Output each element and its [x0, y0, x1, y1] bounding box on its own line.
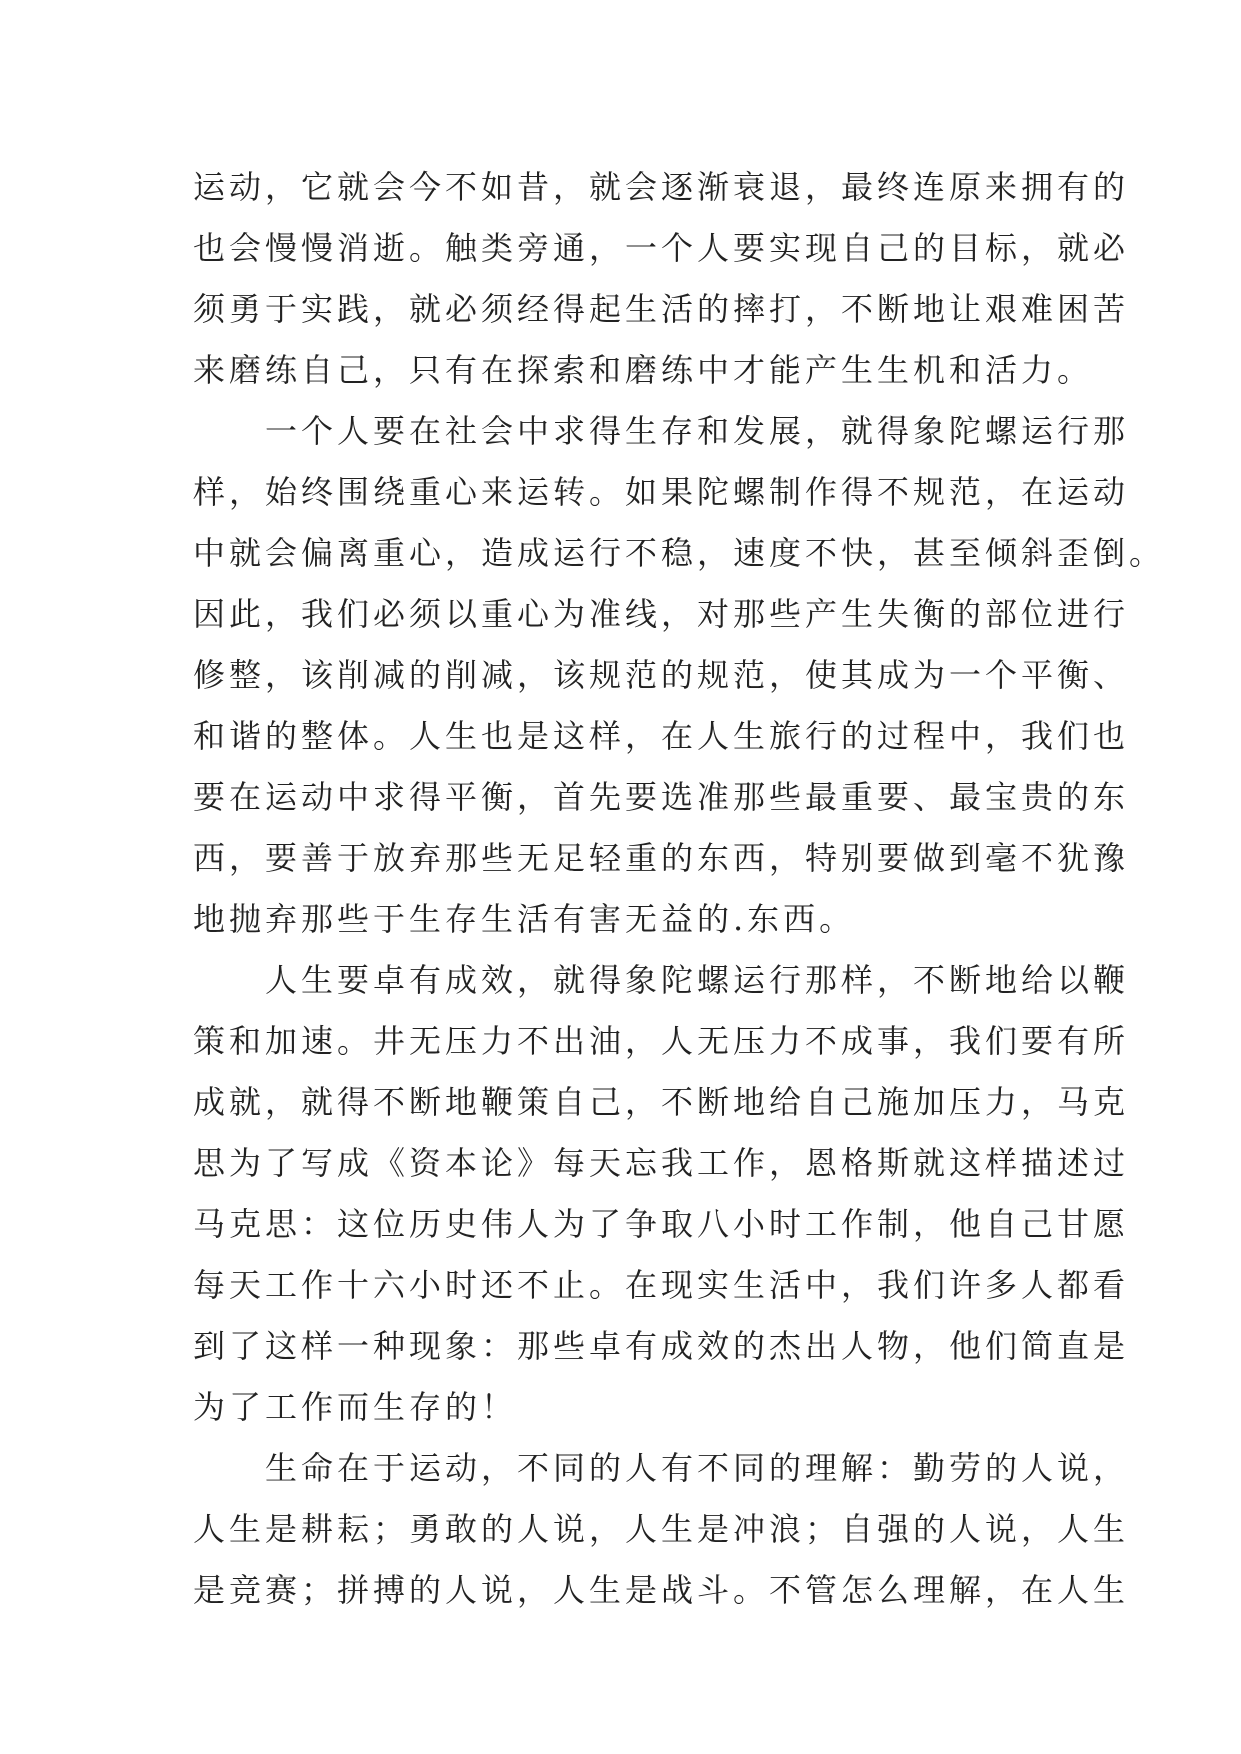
text-line: 生命在于运动，不同的人有不同的理解：勤劳的人说，	[193, 1449, 1130, 1487]
text-line: 要在运动中求得平衡，首先要选准那些最重要、最宝贵的东	[193, 778, 1130, 816]
text-line: 因此，我们必须以重心为准线，对那些产生失衡的部位进行	[193, 595, 1130, 633]
text-line: 人生是耕耘；勇敢的人说，人生是冲浪；自强的人说，人生	[193, 1510, 1130, 1548]
text-line: 也会慢慢消逝。触类旁通，一个人要实现自己的目标，就必	[193, 229, 1130, 267]
body-text	[193, 157, 1166, 1621]
text-line: 一个人要在社会中求得生存和发展，就得象陀螺运行那	[193, 412, 1130, 450]
text-line: 中就会偏离重心，造成运行不稳，速度不快，甚至倾斜歪倒。	[193, 534, 1166, 572]
text-line: 到了这样一种现象：那些卓有成效的杰出人物，他们简直是	[193, 1327, 1130, 1365]
text-line: 西，要善于放弃那些无足轻重的东西，特别要做到毫不犹豫	[193, 839, 1130, 877]
text-line: 和谐的整体。人生也是这样，在人生旅行的过程中，我们也	[193, 717, 1130, 755]
text-line: 运动，它就会今不如昔，就会逐渐衰退，最终连原来拥有的	[193, 168, 1130, 206]
text-line: 来磨练自己，只有在探索和磨练中才能产生生机和活力。	[193, 351, 1094, 389]
text-line: 是竞赛；拼搏的人说，人生是战斗。不管怎么理解，在人生	[193, 1571, 1130, 1609]
text-line: 修整，该削减的削减，该规范的规范，使其成为一个平衡、	[193, 656, 1130, 694]
text-line: 样，始终围绕重心来运转。如果陀螺制作得不规范，在运动	[193, 473, 1130, 511]
text-line: 思为了写成《资本论》每天忘我工作，恩格斯就这样描述过	[193, 1144, 1130, 1182]
text-line: 策和加速。井无压力不出油，人无压力不成事，我们要有所	[193, 1022, 1130, 1060]
text-line: 地抛弃那些于生存生活有害无益的.东西。	[193, 900, 856, 938]
text-line: 每天工作十六小时还不止。在现实生活中，我们许多人都看	[193, 1266, 1130, 1304]
text-line: 马克思：这位历史伟人为了争取八小时工作制，他自己甘愿	[193, 1205, 1130, 1243]
text-line: 须勇于实践，就必须经得起生活的摔打，不断地让艰难困苦	[193, 290, 1130, 328]
text-line: 为了工作而生存的！	[193, 1388, 518, 1426]
text-line: 成就，就得不断地鞭策自己，不断地给自己施加压力，马克	[193, 1083, 1130, 1121]
text-line: 人生要卓有成效，就得象陀螺运行那样，不断地给以鞭	[193, 961, 1130, 999]
